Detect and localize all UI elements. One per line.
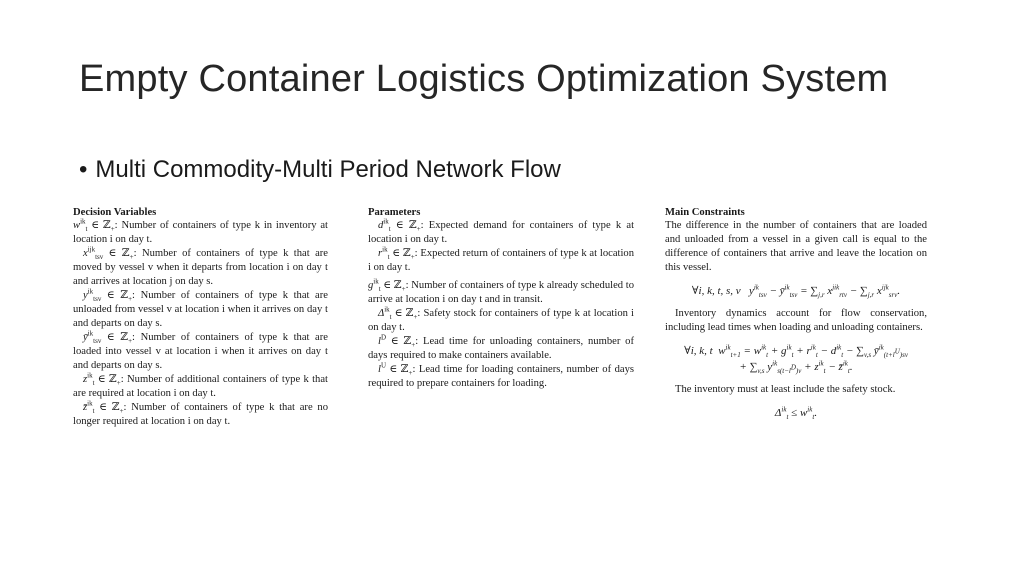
- decision-item: $x^{ijk}_{tsv}$ ∈ ℤ$_+$: Number of containers of type k that are moved by vessel v when it departs from location i on day t and arrives at location j on day s.: [73, 245, 329, 287]
- param-symbol: l: [378, 364, 381, 375]
- decision-item: z̄$^{ik}_t$ ∈ ℤ$_+$: Number of containers of type k that are no longer required at location i on day t.: [73, 399, 329, 427]
- var-symbol: z̄: [83, 402, 88, 413]
- decision-variables-column: [73, 206, 328, 429]
- param-desc: : Lead time for unloading containers, number of days required to make containers available.: [368, 336, 635, 361]
- main-constraints-column: [665, 206, 927, 429]
- param-desc: : Safety stock for containers of type k at location i on day t.: [368, 308, 634, 333]
- var-desc: : Number of containers of type k that are loaded into vessel v at location i when it arrives on day t and departs on day s.: [73, 332, 328, 371]
- constraint-paragraph-3: The inventory must at least include the safety stock.: [675, 384, 896, 395]
- var-symbol: ȳ: [83, 332, 88, 343]
- param-symbol: r: [378, 248, 383, 259]
- var-symbol: y: [83, 290, 88, 301]
- decision-item: $w^{ik}_t$ ∈ ℤ$_+$: Number of containers of type k in inventory at location i on day t.: [73, 217, 328, 245]
- bullet-dot: •: [79, 156, 88, 183]
- parameters-heading: Parameters: [368, 207, 421, 218]
- param-symbol: l: [378, 336, 381, 347]
- var-desc: : Number of containers of type k that are no longer required at location i on day t.: [73, 402, 329, 427]
- param-symbol: d: [378, 220, 384, 231]
- equation-flow-balance: ∀i, k, t, s, v $y^{ik}_{tsv}$ − $ȳ^{ik}_{tsv} = \sum_{j,r}$ $x^{jik}_{rtv} - \sum_{j,r}$ $x^{ijk}_{srv}$.: [691, 283, 901, 300]
- param-item: $l^U$ ∈ ℤ$_+$: Lead time for loading containers, number of days required to prepare containers for loading.: [368, 361, 635, 389]
- decision-item: $y^{ik}_{tsv}$ ∈ ℤ$_+$: Number of containers of type k that are unloaded from vessel v at location i when it arrives on day t and departs on day s.: [73, 287, 328, 329]
- param-desc: : Number of containers of type k already scheduled to arrive at location i on day t and in transit.: [368, 280, 635, 305]
- main-constraints-heading: Main Constraints: [665, 207, 745, 218]
- equation-inventory: ∀i, k, t $w^{ik}_{t+1} = w^{ik}_t + g^{ik}_t + r^{ik}_t - d^{ik}_t - \sum_{v,s}$ $ȳ^{ik}_{(t+l^U)sv}$ + $\sum_{v,s}$ $y^{ik}_{s(t-l^D)v} + z^{ik}_t$ − z̄$^{ik}_t$.: [684, 343, 908, 376]
- param-item: $l^D$ ∈ ℤ$_+$: Lead time for unloading containers, number of days required to make containers available.: [368, 333, 635, 361]
- constraint-paragraph-1: The difference in the number of containers that are loaded and unloaded from a vessel in a given call is equal to the difference of containers that arrive and leave the location on this vessel.: [665, 220, 927, 273]
- param-item: $\Delta^{ik}_t$ ∈ ℤ$_+$: Safety stock for containers of type k at location i on day t.: [368, 305, 634, 333]
- param-desc: : Lead time for loading containers, number of days required to prepare containers for loading.: [368, 364, 635, 389]
- param-item: $d^{ik}_t$ ∈ ℤ$_+$: Expected demand for containers of type k at location i on day t.: [368, 217, 635, 245]
- var-symbol: x: [83, 248, 88, 259]
- param-desc: : Expected demand for containers of type k at location i on day t.: [368, 220, 635, 245]
- var-desc: : Number of additional containers of type k that are required at location i on day t.: [73, 374, 328, 399]
- decision-item: $z^{ik}_t$ ∈ ℤ$_+$: Number of additional containers of type k that are required at location i on day t.: [73, 371, 328, 399]
- slide-title: Empty Container Logistics Optimization System: [79, 58, 889, 100]
- decision-variables-heading: Decision Variables: [73, 207, 157, 218]
- constraint-paragraph-2: Inventory dynamics account for flow conservation, including lead times when loading and unloading containers.: [665, 308, 927, 333]
- var-desc: : Number of containers of type k that are unloaded from vessel v at location i when it arrives on day t and departs on day s.: [73, 290, 328, 329]
- param-symbol: Δ: [378, 308, 385, 319]
- param-item: $r^{ik}_t$ ∈ ℤ$_+$: Expected return of containers of type k at location i on day t.: [368, 245, 635, 273]
- param-desc: : Expected return of containers of type k at location i on day t.: [368, 248, 635, 273]
- var-desc: : Number of containers of type k that are moved by vessel v when it departs from location i on day t and arrives at location j on day s.: [73, 248, 329, 287]
- var-symbol: z: [83, 374, 88, 385]
- var-symbol: w: [73, 220, 81, 231]
- param-symbol: g: [368, 280, 374, 291]
- var-desc: : Number of containers of type k in inventory at location i on day t.: [73, 220, 328, 245]
- decision-item: $ȳ^{ik}_{tsv}$ ∈ ℤ$_+$: Number of containers of type k that are loaded into vessel v at location i when it arrives on day t and departs on day s.: [73, 329, 328, 371]
- parameters-column: [368, 206, 634, 391]
- bullet-item: [79, 156, 561, 184]
- equation-safety-stock: $\Delta^{ik}_t \le w^{ik}_t$.: [774, 405, 818, 422]
- bullet-text: Multi Commodity-Multi Period Network Flow: [95, 156, 561, 183]
- param-item: $g^{ik}_t$ ∈ ℤ$_+$: Number of containers of type k already scheduled to arrive at location i on day t and in transit.: [368, 277, 635, 305]
